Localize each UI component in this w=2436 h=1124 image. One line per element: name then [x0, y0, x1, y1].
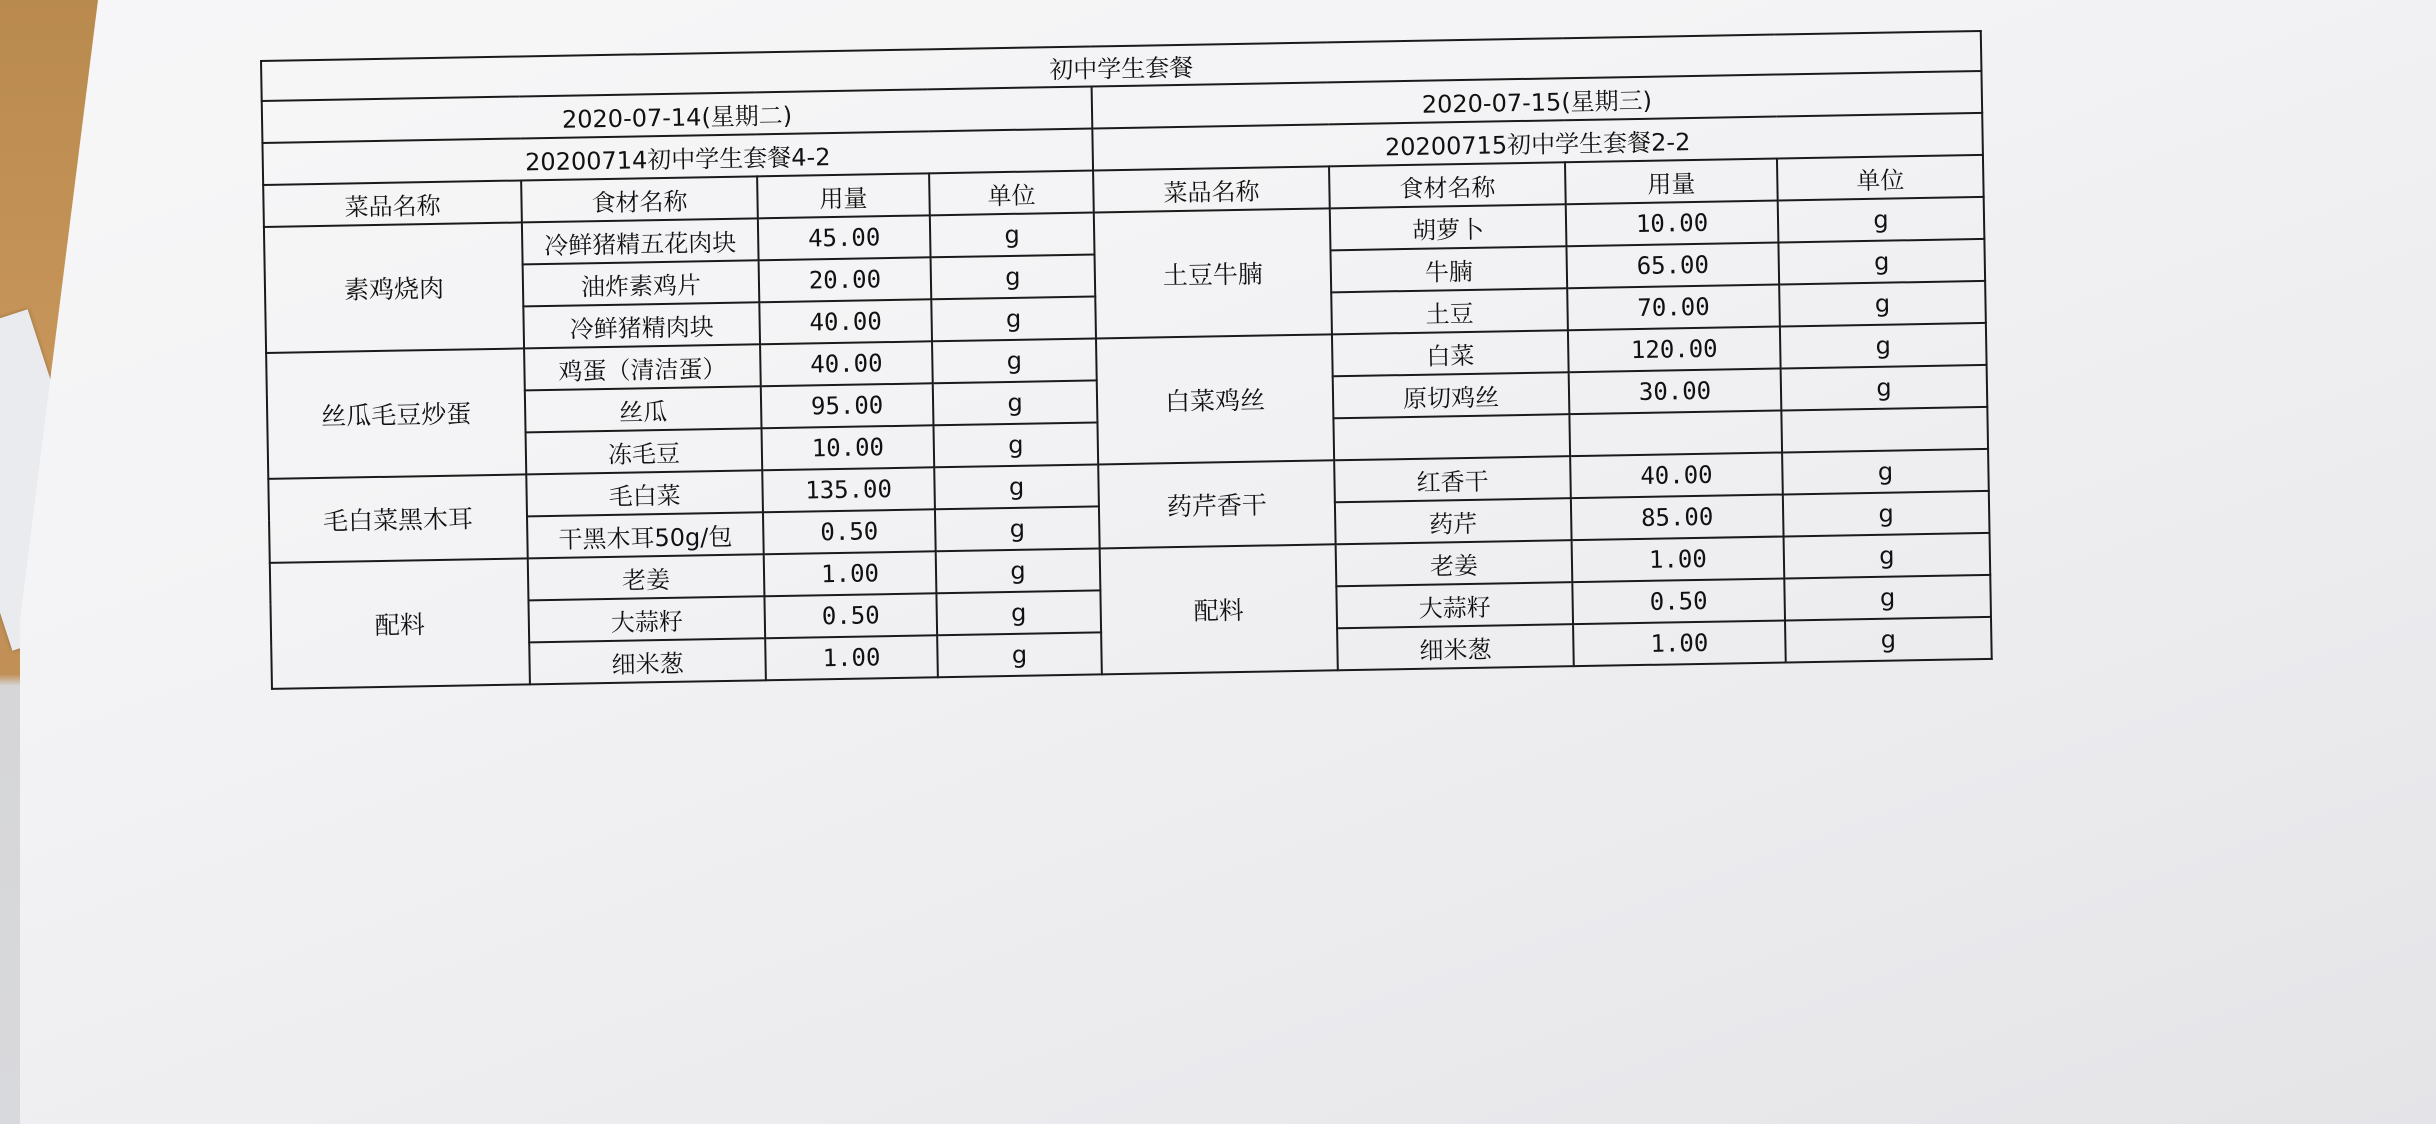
day-2-date: 2020-07-15(星期三) [1092, 71, 1983, 129]
menu-table [260, 30, 1993, 690]
day-2-header-ingredient: 食材名称 [1329, 162, 1566, 208]
ingredient-name: 老姜 [1336, 540, 1573, 586]
ingredient-amount: 1.00 [765, 635, 938, 680]
dish-name: 毛白菜黑木耳 [268, 474, 527, 562]
ingredient-unit: g [932, 338, 1097, 383]
ingredient-name: 冷鲜猪精肉块 [523, 302, 760, 348]
ingredient-amount: 40.00 [1570, 452, 1783, 498]
ingredient-name: 干黑木耳50g/包 [527, 512, 764, 558]
ingredient-name: 红香干 [1334, 456, 1571, 502]
ingredient-amount: 0.50 [763, 509, 936, 554]
ingredient-name [1333, 414, 1570, 460]
ingredient-amount: 40.00 [760, 341, 933, 386]
ingredient-unit: g [1778, 239, 1985, 285]
ingredient-amount: 135.00 [762, 467, 935, 512]
day-1-date: 2020-07-14(星期二) [262, 86, 1093, 142]
dish-name: 配料 [1100, 544, 1338, 674]
dish-name: 配料 [270, 558, 530, 688]
ingredient-amount: 40.00 [759, 299, 932, 344]
ingredient-amount: 1.00 [1573, 620, 1786, 666]
dish-name: 素鸡烧肉 [264, 222, 524, 352]
dish-name: 丝瓜毛豆炒蛋 [266, 348, 526, 478]
ingredient-name: 原切鸡丝 [1333, 372, 1570, 418]
ingredient-amount: 10.00 [762, 425, 935, 470]
ingredient-unit: g [930, 212, 1095, 257]
ingredient-amount [1569, 411, 1782, 457]
ingredient-unit: g [1780, 323, 1987, 369]
ingredient-unit: g [936, 548, 1101, 593]
ingredient-unit: g [1784, 575, 1991, 621]
ingredient-unit: g [931, 254, 1096, 299]
day-2-set-name: 20200715初中学生套餐2-2 [1092, 113, 1983, 171]
ingredient-amount: 0.50 [764, 593, 937, 638]
ingredient-amount: 45.00 [758, 215, 931, 260]
dish-name: 药芹香干 [1098, 460, 1335, 548]
ingredient-name: 油炸素鸡片 [523, 260, 760, 306]
ingredient-name: 细米葱 [529, 638, 766, 684]
ingredient-unit: g [937, 632, 1102, 677]
ingredient-amount: 120.00 [1568, 327, 1781, 373]
ingredient-name: 冷鲜猪精五花肉块 [522, 218, 759, 264]
ingredient-unit: g [933, 380, 1098, 425]
ingredient-unit: g [933, 422, 1098, 467]
ingredient-amount: 65.00 [1566, 243, 1779, 289]
ingredient-unit: g [1781, 365, 1988, 411]
ingredient-unit: g [1779, 281, 1986, 327]
ingredient-unit: g [1784, 533, 1991, 579]
ingredient-name: 胡萝卜 [1330, 204, 1567, 250]
ingredient-name: 大蒜籽 [528, 596, 765, 642]
day-2-header-unit: 单位 [1777, 155, 1984, 201]
ingredient-name: 药芹 [1335, 498, 1572, 544]
ingredient-unit: g [1783, 491, 1990, 537]
ingredient-amount: 0.50 [1572, 578, 1785, 624]
ingredient-name: 老姜 [528, 554, 765, 600]
menu-table-container [260, 30, 1991, 690]
ingredient-amount: 1.00 [764, 551, 937, 596]
ingredient-unit: g [936, 590, 1101, 635]
ingredient-amount: 10.00 [1566, 201, 1779, 247]
day-1-header-dish: 菜品名称 [263, 180, 522, 226]
ingredient-unit: g [934, 464, 1099, 509]
day-1-set-name: 20200714初中学生套餐4-2 [262, 128, 1093, 184]
ingredient-amount: 85.00 [1571, 494, 1784, 540]
ingredient-unit: g [1785, 617, 1992, 663]
ingredient-amount: 20.00 [759, 257, 932, 302]
ingredient-name: 鸡蛋（清洁蛋） [524, 344, 761, 390]
dish-name: 土豆牛腩 [1094, 208, 1332, 338]
ingredient-unit: g [935, 506, 1100, 551]
ingredient-name: 冻毛豆 [526, 428, 763, 474]
ingredient-name: 细米葱 [1337, 624, 1574, 670]
ingredient-unit [1781, 407, 1988, 453]
day-2-header-amount: 用量 [1565, 159, 1778, 205]
ingredient-name: 大蒜籽 [1336, 582, 1573, 628]
table-title: 初中学生套餐 [261, 31, 1981, 101]
ingredient-amount: 70.00 [1567, 285, 1780, 331]
ingredient-amount: 30.00 [1569, 369, 1782, 415]
ingredient-unit: g [1782, 449, 1989, 495]
ingredient-amount: 95.00 [761, 383, 934, 428]
ingredient-name: 土豆 [1331, 288, 1568, 334]
ingredient-unit: g [931, 296, 1096, 341]
ingredient-name: 毛白菜 [526, 470, 763, 516]
ingredient-name: 白菜 [1332, 330, 1569, 376]
day-2-header-dish: 菜品名称 [1093, 166, 1330, 212]
ingredient-name: 牛腩 [1330, 246, 1567, 292]
ingredient-unit: g [1778, 197, 1985, 243]
day-1-header-unit: 单位 [929, 170, 1094, 215]
day-1-header-ingredient: 食材名称 [521, 176, 758, 222]
ingredient-amount: 1.00 [1572, 536, 1785, 582]
dish-name: 白菜鸡丝 [1096, 334, 1334, 464]
ingredient-name: 丝瓜 [525, 386, 762, 432]
day-1-header-amount: 用量 [757, 173, 930, 218]
